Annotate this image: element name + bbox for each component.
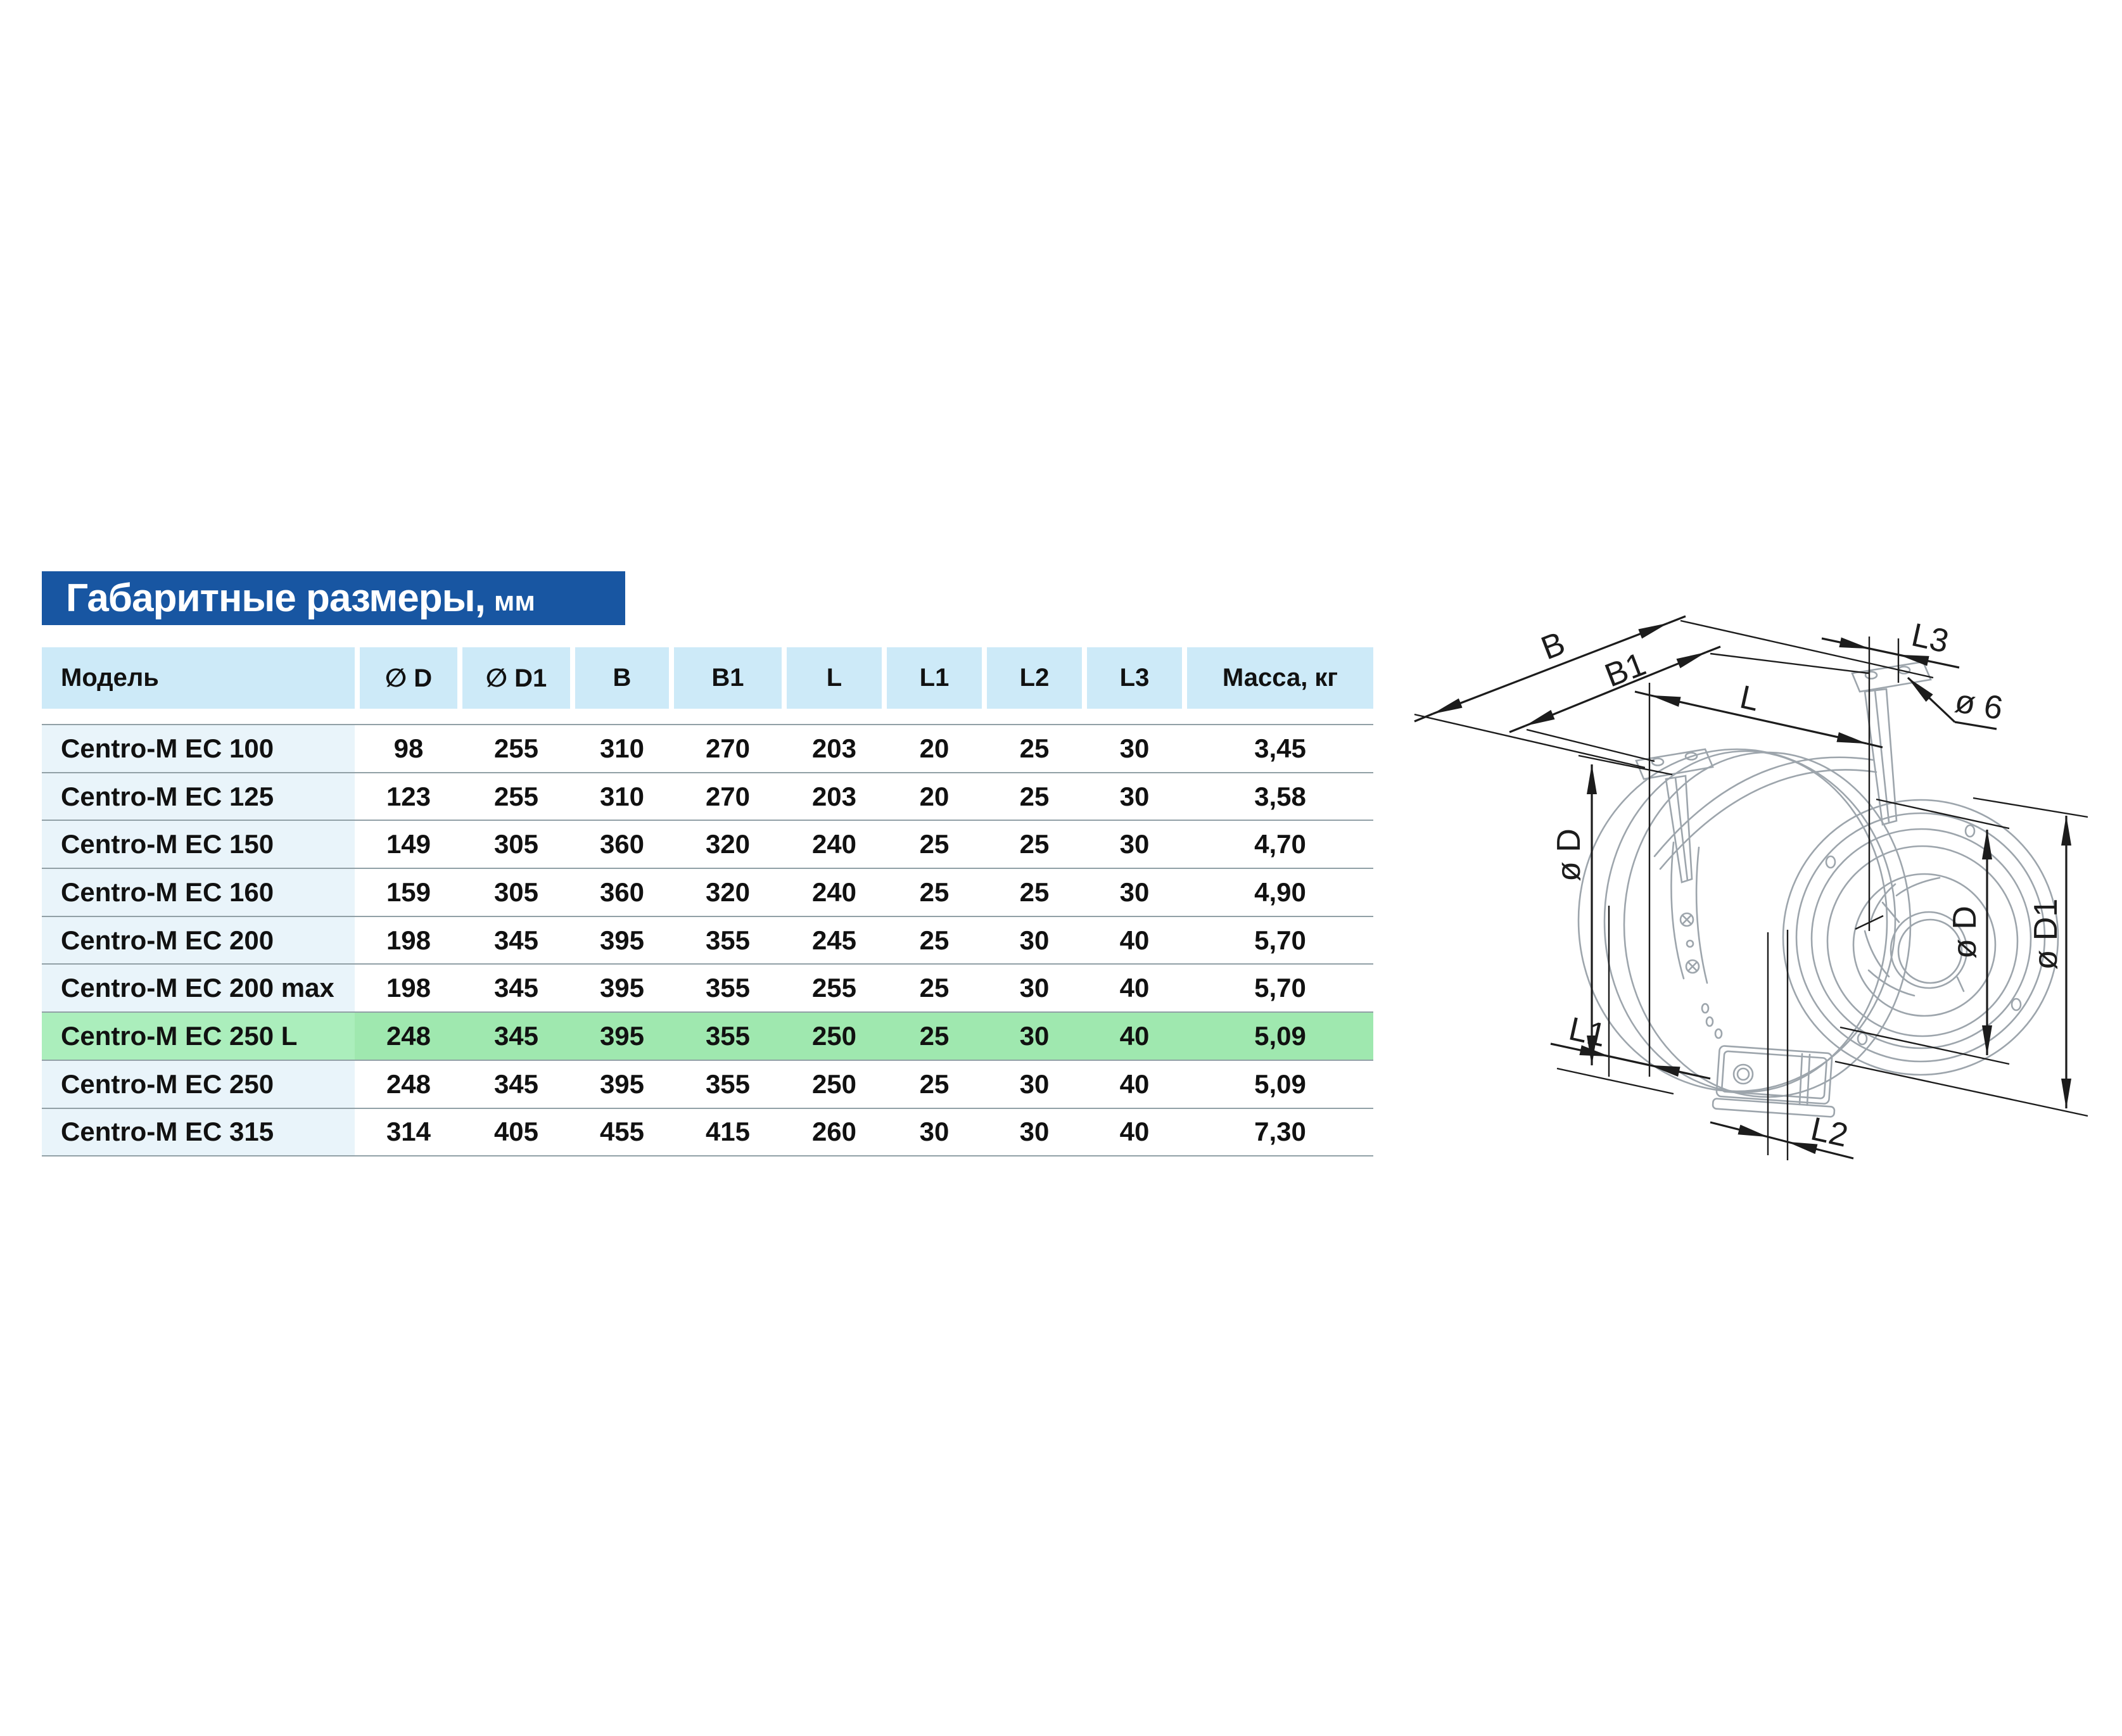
fan-dimension-drawing bbox=[1362, 595, 2122, 1191]
value-cell-b: 310 bbox=[599, 781, 645, 811]
dim-label-l1: L1 bbox=[1565, 1010, 1610, 1055]
value-cell-l1: 25 bbox=[919, 877, 950, 907]
column-header-d: ∅ D bbox=[360, 647, 457, 709]
dim-label-b1: B1 bbox=[1599, 645, 1651, 695]
value-cell-b: 455 bbox=[599, 1117, 645, 1147]
column-header-l: L bbox=[787, 647, 882, 709]
value-cell-l1: 20 bbox=[919, 781, 950, 811]
value-cell-l: 250 bbox=[811, 1068, 857, 1099]
dim-label-diaD-front: ø D bbox=[1947, 906, 1983, 959]
model-cell: Centro-M EC 250 L bbox=[42, 1013, 355, 1060]
value-cell-l3: 30 bbox=[1119, 781, 1150, 811]
value-cell-l3: 30 bbox=[1119, 877, 1150, 907]
value-cell-l2: 30 bbox=[1019, 973, 1050, 1003]
value-cell-b: 395 bbox=[599, 1068, 645, 1099]
value-cell-l: 250 bbox=[811, 1020, 857, 1051]
value-cell-b: 395 bbox=[599, 925, 645, 955]
value-cell-d: 149 bbox=[386, 829, 431, 859]
value-cell-mass: 4,90 bbox=[1254, 877, 1306, 907]
value-cell-b1: 270 bbox=[705, 733, 751, 763]
value-cell-l: 260 bbox=[811, 1117, 857, 1147]
value-cell-l: 203 bbox=[811, 781, 857, 811]
value-cell-l3: 40 bbox=[1119, 973, 1150, 1003]
column-header-mass: Масса, кг bbox=[1187, 647, 1373, 709]
table-row bbox=[42, 821, 1373, 869]
value-cell-l: 255 bbox=[811, 973, 857, 1003]
value-cell-l3: 30 bbox=[1119, 829, 1150, 859]
value-cell-b: 310 bbox=[599, 733, 645, 763]
value-cell-d: 314 bbox=[386, 1117, 431, 1147]
mounting-brackets bbox=[1636, 662, 1931, 882]
value-cell-d: 248 bbox=[386, 1068, 431, 1099]
value-cell-b: 395 bbox=[599, 973, 645, 1003]
value-cell-l2: 25 bbox=[1019, 733, 1050, 763]
value-cell-l: 240 bbox=[811, 877, 857, 907]
column-header-l2: L2 bbox=[987, 647, 1082, 709]
value-cell-l2: 30 bbox=[1019, 925, 1050, 955]
table-row bbox=[42, 773, 1373, 821]
dim-label-l2: L2 bbox=[1807, 1110, 1852, 1155]
value-cell-l: 245 bbox=[811, 925, 857, 955]
value-cell-mass: 4,70 bbox=[1254, 829, 1306, 859]
value-cell-d1: 345 bbox=[493, 1068, 539, 1099]
value-cell-l1: 25 bbox=[919, 925, 950, 955]
value-cell-d: 198 bbox=[386, 925, 431, 955]
model-cell: Centro-M EC 200 max bbox=[42, 965, 355, 1011]
model-cell: Centro-M EC 250 bbox=[42, 1061, 355, 1108]
table-row bbox=[42, 917, 1373, 965]
column-header-l3: L3 bbox=[1087, 647, 1182, 709]
value-cell-l2: 30 bbox=[1019, 1020, 1050, 1051]
model-cell: Centro-M EC 150 bbox=[42, 821, 355, 868]
table-row bbox=[42, 1109, 1373, 1157]
value-cell-l3: 40 bbox=[1119, 925, 1150, 955]
table-row bbox=[42, 965, 1373, 1013]
value-cell-d: 248 bbox=[386, 1020, 431, 1051]
value-cell-l2: 30 bbox=[1019, 1068, 1050, 1099]
model-cell: Centro-M EC 160 bbox=[42, 869, 355, 916]
value-cell-d: 198 bbox=[386, 973, 431, 1003]
value-cell-b: 395 bbox=[599, 1020, 645, 1051]
value-cell-l: 240 bbox=[811, 829, 857, 859]
column-header-b: B bbox=[575, 647, 669, 709]
dimensions-table-header bbox=[42, 647, 1373, 709]
dim-label-l3: L3 bbox=[1908, 616, 1952, 661]
value-cell-l1: 25 bbox=[919, 829, 950, 859]
table-row bbox=[42, 725, 1373, 773]
terminal-box bbox=[1713, 1046, 1835, 1117]
model-cell: Centro-M EC 125 bbox=[42, 773, 355, 820]
value-cell-l1: 20 bbox=[919, 733, 950, 763]
value-cell-l1: 25 bbox=[919, 1020, 950, 1051]
value-cell-l3: 30 bbox=[1119, 733, 1150, 763]
dim-label-diaD1: ø D1 bbox=[2028, 898, 2064, 970]
value-cell-mass: 5,09 bbox=[1254, 1020, 1306, 1051]
value-cell-mass: 5,70 bbox=[1254, 973, 1306, 1003]
value-cell-d: 123 bbox=[386, 781, 431, 811]
column-header-model: Модель bbox=[42, 647, 355, 709]
value-cell-b: 360 bbox=[599, 877, 645, 907]
value-cell-b1: 355 bbox=[705, 925, 751, 955]
value-cell-l1: 30 bbox=[919, 1117, 950, 1147]
value-cell-d1: 345 bbox=[493, 925, 539, 955]
section-title: Габаритные размеры, bbox=[66, 576, 485, 620]
value-cell-d: 159 bbox=[386, 877, 431, 907]
value-cell-d1: 305 bbox=[493, 877, 539, 907]
column-header-l1: L1 bbox=[887, 647, 982, 709]
dim-label-diaD-side: ø D bbox=[1551, 828, 1587, 882]
model-cell: Centro-M EC 100 bbox=[42, 725, 355, 772]
value-cell-d1: 345 bbox=[493, 1020, 539, 1051]
value-cell-l3: 40 bbox=[1119, 1020, 1150, 1051]
column-header-b1: B1 bbox=[674, 647, 782, 709]
value-cell-d1: 405 bbox=[493, 1117, 539, 1147]
value-cell-l3: 40 bbox=[1119, 1068, 1150, 1099]
value-cell-b1: 355 bbox=[705, 1020, 751, 1051]
value-cell-d1: 255 bbox=[493, 781, 539, 811]
value-cell-l1: 25 bbox=[919, 1068, 950, 1099]
value-cell-l: 203 bbox=[811, 733, 857, 763]
value-cell-mass: 3,58 bbox=[1254, 781, 1306, 811]
value-cell-b1: 320 bbox=[705, 829, 751, 859]
table-row bbox=[42, 869, 1373, 917]
table-row bbox=[42, 1061, 1373, 1109]
value-cell-d1: 255 bbox=[493, 733, 539, 763]
value-cell-l2: 25 bbox=[1019, 829, 1050, 859]
model-cell: Centro-M EC 200 bbox=[42, 917, 355, 964]
value-cell-mass: 3,45 bbox=[1254, 733, 1306, 763]
section-title-bar bbox=[42, 571, 625, 625]
value-cell-b1: 355 bbox=[705, 973, 751, 1003]
value-cell-l1: 25 bbox=[919, 973, 950, 1003]
column-header-d1: ∅ D1 bbox=[462, 647, 570, 709]
value-cell-l3: 40 bbox=[1119, 1117, 1150, 1147]
dimensions-table-body bbox=[42, 724, 1373, 1156]
dim-label-b: B bbox=[1536, 624, 1570, 668]
value-cell-l2: 25 bbox=[1019, 877, 1050, 907]
table-row bbox=[42, 1013, 1373, 1061]
value-cell-b1: 270 bbox=[705, 781, 751, 811]
value-cell-mass: 5,70 bbox=[1254, 925, 1306, 955]
value-cell-b: 360 bbox=[599, 829, 645, 859]
value-cell-l2: 25 bbox=[1019, 781, 1050, 811]
value-cell-b1: 355 bbox=[705, 1068, 751, 1099]
value-cell-l2: 30 bbox=[1019, 1117, 1050, 1147]
value-cell-d1: 345 bbox=[493, 973, 539, 1003]
value-cell-b1: 320 bbox=[705, 877, 751, 907]
dim-label-l: L bbox=[1736, 678, 1763, 719]
dim-label-dia6: ø 6 bbox=[1952, 682, 2006, 728]
model-cell: Centro-M EC 315 bbox=[42, 1109, 355, 1156]
value-cell-mass: 7,30 bbox=[1254, 1117, 1306, 1147]
value-cell-mass: 5,09 bbox=[1254, 1068, 1306, 1099]
section-title-unit: мм bbox=[493, 585, 535, 617]
value-cell-d1: 305 bbox=[493, 829, 539, 859]
value-cell-d: 98 bbox=[393, 733, 424, 763]
value-cell-b1: 415 bbox=[705, 1117, 751, 1147]
